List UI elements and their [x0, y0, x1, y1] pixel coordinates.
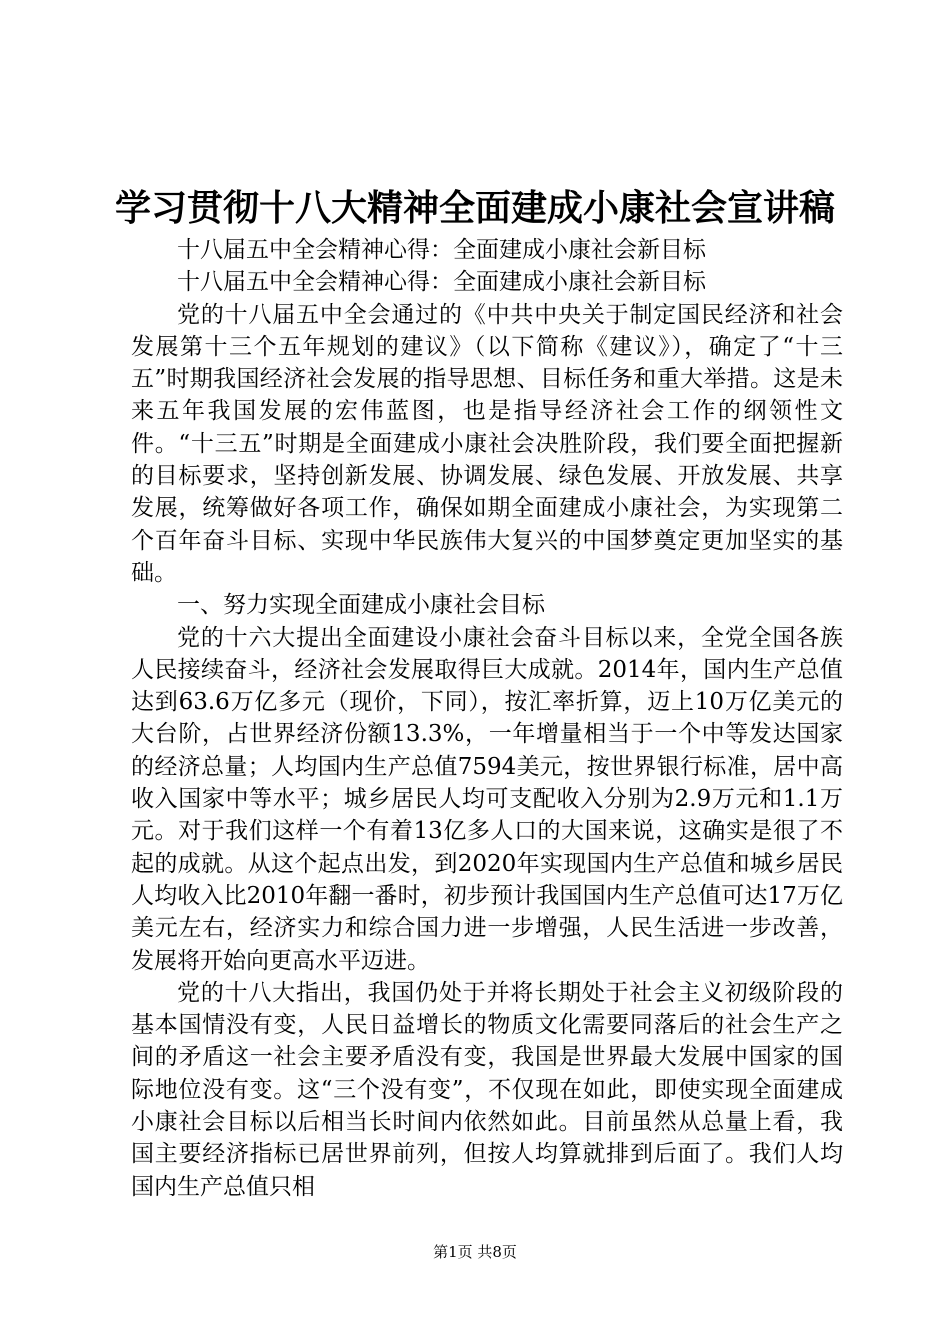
page-number-footer: 第1页 共8页: [433, 1243, 517, 1261]
document-title: 学习贯彻十八大精神全面建成小康社会宣讲稿: [114, 187, 835, 229]
subtitle-line: 十八届五中全会精神心得：全面建成小康社会新目标: [177, 237, 706, 263]
achievements-paragraph: 党的十六大提出全面建设小康社会奋斗目标以来，全党全国各族人民接续奋斗，经济社会发展取得巨大成就。2014年，国内生产总值达到63.6万亿多元（现价，下同），按汇率折算，迈上10万亿美元的大台阶，占世界经济份额13.3%，一年增量相当于一个中等发达国家的经济总量；人均国内生产总值7594美元，按世界银行标准，居中高收入国家中等水平；城乡居民人均可支配收入分别为2.9万元和1.1万元。对于我们这样一个有着13亿多人口的大国来说，这确实是很了不起的成就。从这个起点出发，到2020年实现国内生产总值和城乡居民人均收入比2010年翻一番时，初步预计我国国内生产总值可达17万亿美元左右，经济实力和综合国力进一步增强，人民生活进一步改善，发展将开始向更高水平迈进。: [131, 624, 843, 974]
intro-paragraph: 党的十八届五中全会通过的《中共中央关于制定国民经济和社会发展第十三个五年规划的建议》（以下简称《建议》），确定了“十三五”时期我国经济社会发展的指导思想、目标任务和重大举措。这是未来五年我国发展的宏伟蓝图，也是指导经济社会工作的纲领性文件。“十三五”时期是全面建成小康社会决胜阶段，我们要全面把握新的目标要求，坚持创新发展、协调发展、绿色发展、开放发展、共享发展，统筹做好各项工作，确保如期全面建成小康社会，为实现第二个百年奋斗目标、实现中华民族伟大复兴的中国梦奠定更加坚实的基础。: [131, 301, 843, 586]
subtitle-line-repeat: 十八届五中全会精神心得：全面建成小康社会新目标: [177, 269, 706, 296]
national-conditions-paragraph: 党的十八大指出，我国仍处于并将长期处于社会主义初级阶段的基本国情没有变，人民日益增长的物质文化需要同落后的社会生产之间的矛盾这一社会主要矛盾没有变，我国是世界最大发展中国家的国际地位没有变。这“三个没有变”，不仅现在如此，即使实现全面建成小康社会目标以后相当长时间内依然如此。目前虽然从总量上看，我国主要经济指标已居世界前列，但按人均算就排到后面了。我们人均国内生产总值只相: [131, 979, 843, 1200]
document-body: [131, 234, 843, 1203]
section-heading: 一、努力实现全面建成小康社会目标: [177, 592, 545, 619]
